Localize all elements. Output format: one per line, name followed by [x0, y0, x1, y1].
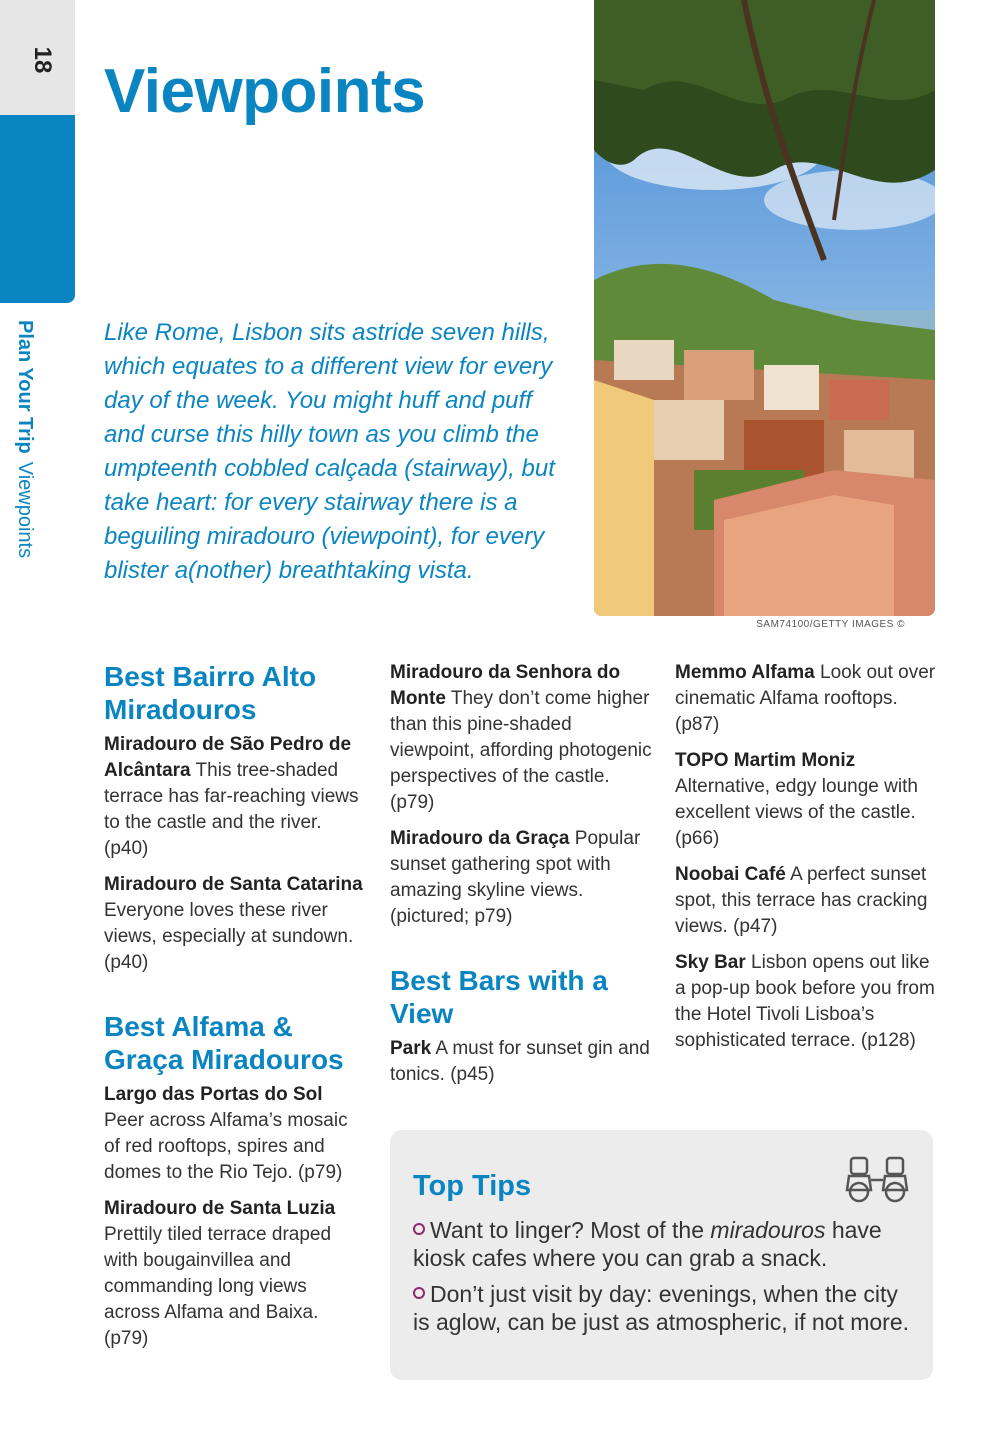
top-tips-box: [390, 1130, 933, 1380]
entry-name: Miradouro da Graça: [390, 828, 570, 849]
entry-noobai: [675, 862, 937, 940]
entry-text: Peer across Alfama’s mosaic of red rooftops, spires and domes to the Rio Tejo. (p79): [104, 1110, 348, 1183]
tip-text: Want to linger? Most of the: [430, 1217, 711, 1243]
entry-name: Sky Bar: [675, 952, 746, 973]
tip-item: [413, 1216, 918, 1272]
entry-text: A perfect sunset spot, this terrace has cracking views. (p47): [675, 864, 928, 937]
bullet-icon: [413, 1287, 425, 1299]
entry-name: Miradouro de São Pedro de Alcântara: [104, 734, 352, 781]
entry-name: Miradouro de Santa Luzia: [104, 1198, 336, 1219]
chapter-tab: [0, 115, 75, 303]
heading-bairro-alto: Best Bairro Alto Miradouros: [104, 661, 317, 725]
intro-paragraph: Like Rome, Lisbon sits astride seven hills, which equates to a different view for every day of the week. You might huff and puff and curse this hilly town as you climb the umpteenth cobbled calçada (stairway), but take heart: for every stairway there is a beguiling miradouro (viewpoint), for every blister a(nother) breathtaking vista.: [104, 319, 555, 584]
heading-bars: Best Bars with a View: [390, 965, 608, 1029]
running-head-chapter: Viewpoints: [14, 461, 36, 559]
top-tips-heading: Top Tips: [413, 1170, 532, 1202]
entry-text: Look out over cinematic Alfama rooftops. (p87): [675, 662, 936, 735]
tip-item: [413, 1280, 918, 1336]
entry-senhora-do-monte: [390, 660, 652, 816]
entry-name: TOPO Martim Moniz: [675, 750, 856, 771]
running-head-section: Plan Your Trip: [14, 320, 36, 454]
page-title: Viewpoints: [104, 57, 426, 126]
tip-text: have kiosk cafes where you can grab a snack.: [413, 1217, 882, 1271]
entry-name: Memmo Alfama: [675, 662, 815, 683]
entry-park: [390, 1036, 652, 1088]
entry-name: Noobai Café: [675, 864, 786, 885]
bullet-icon: [413, 1223, 425, 1235]
entry-santa-catarina: [104, 872, 366, 976]
column-1: [104, 660, 366, 1362]
entry-text: Everyone loves these river views, especially at sundown. (p40): [104, 900, 354, 973]
entry-sky-bar: [675, 950, 937, 1054]
entry-text: A must for sunset gin and tonics. (p45): [390, 1038, 650, 1085]
entry-sao-pedro: [104, 732, 366, 862]
entry-text: Lisbon opens out like a pop-up book before you from the Hotel Tivoli Lisboa’s sophisticated terrace. (p128): [675, 952, 935, 1051]
entry-memmo-alfama: [675, 660, 937, 738]
photo-credit: SAM74100/GETTY IMAGES ©: [756, 619, 905, 630]
entry-name: Miradouro de Santa Catarina: [104, 874, 363, 895]
tip-text: Don’t just visit by day: evenings, when the city is aglow, can be just as atmospheric, if not more.: [413, 1281, 910, 1335]
column-2: [390, 660, 652, 1098]
heading-alfama-graca: Best Alfama & Graça Miradouros: [104, 1011, 344, 1075]
entry-text: Alternative, edgy lounge with excellent views of the castle. (p66): [675, 776, 918, 849]
running-head: [10, 320, 40, 640]
entry-topo: [675, 748, 937, 852]
binoculars-icon: [845, 1154, 909, 1209]
tip-emphasis: miradouros: [710, 1217, 826, 1243]
entry-text: This tree-shaded terrace has far-reaching views to the castle and the river. (p40): [104, 760, 359, 859]
entry-graca: [390, 826, 652, 930]
entry-name: Park: [390, 1038, 432, 1059]
page-number-tab: [0, 0, 75, 115]
entry-text: Prettily tiled terrace draped with bougainvillea and commanding long views across Alfama and Baixa. (p79): [104, 1224, 332, 1349]
entry-text: Popular sunset gathering spot with amazing skyline views. (pictured; p79): [390, 828, 641, 927]
entry-name: Miradouro da Senhora do Monte: [390, 662, 621, 709]
viewpoint-photo: [594, 0, 935, 616]
entry-santa-luzia: [104, 1196, 366, 1352]
page-number: 18: [29, 46, 56, 74]
entry-portas-do-sol: [104, 1082, 366, 1186]
column-3: [675, 660, 937, 1064]
entry-name: Largo das Portas do Sol: [104, 1084, 323, 1105]
entry-text: They don’t come higher than this pine-shaded viewpoint, affording photogenic perspectives of the castle. (p79): [390, 688, 652, 813]
